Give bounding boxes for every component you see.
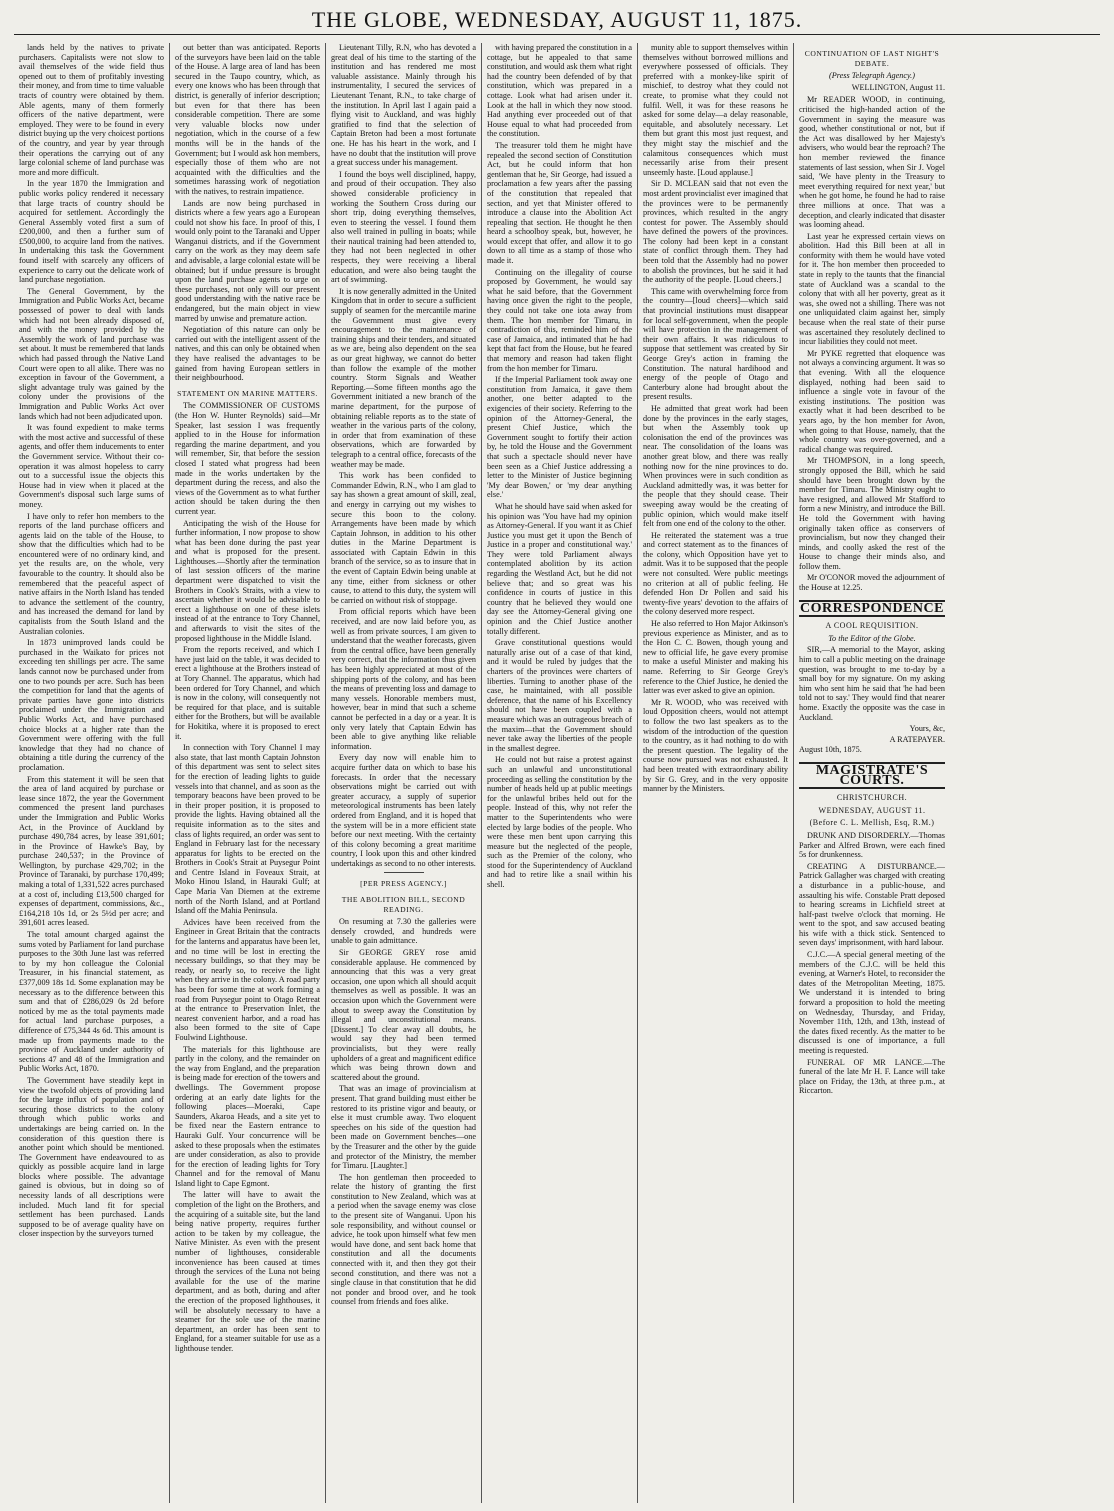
article-paragraph: From this statement it will be seen that the area of land acquired by purchase or lease since 1872, the year the Government commenced the present land purchases under the Immigration and Public Works Act, in the Province of Auckland by purchase 490,784 acres, by lease 391,601; in the Province of Hawke's Bay, by purchase 240,537; in the Province of Wellington, by purchase 429,702; in the Province of Taranaki, by purchase 170,499; making a total of 1,331,522 acres purchased at a cost of, including £13,500 charged for expenses of department, commissions, &c., £164,218 10s 1d, or 2s 5½d per acre; and 391,601 acres leased. (19, 774, 164, 928)
marine-paragraph: In connection with Tory Channel I may also state, that last month Captain Johnston of this department was sent to select sites for the erection of leading lights to guide vessels into that channel, and as soon as the temporary beacons have been proved to be in their proper position, it is proposed to provide the lights. Having obtained all the requisite information as to the sites and class of lights required, an order was sent to England in February last for the necessary apparatus for lights to be erected on the Brothers in Cook's Strait at Puysegur Point and Centre Island in Foveaux Strait, at Moko Hinou Island, in Hauraki Gulf; at Cape Maria Van Diemen at the extreme north of the North Island, and at Portland Island off the Mahia Peninsula. (175, 743, 320, 916)
marine-paragraph: The COMMISSIONER OF CUSTOMS (the Hon W. Hunter Reynolds) said—Mr Speaker, last session I was frequently applied to in the House for information regarding the marine department, and you will remember, Sir, that before the session closed I stated what progress had been made in the works undertaken by the department during the recess, and also the views of the Government as to what further action should be taken during the then current year. (175, 401, 320, 516)
press-agency-label: [PER PRESS AGENCY.] (360, 879, 447, 889)
court-report-paragraph: C.J.C.—A special general meeting of the members of the C.J.C. will be held this evening, at Warner's Hotel, to reconsider the dates of the Metropolitan Meeting, 1875. We understand it is intended to bring forward a proposition to hold the meeting on Wednesday, Thursday, and Friday, November 11th, 12th, and 13th, instead of the dates fixed recently. As the matter to be discussed is one of importance, a full meeting is requested. (799, 950, 945, 1055)
letter-salutation: To the Editor of the Globe. (828, 633, 916, 643)
letter-signoff: Yours, &c, (909, 724, 945, 734)
column-5 (638, 43, 794, 1503)
debate-paragraph: Sir D. MCLEAN said that not even the most ardent provincialist ever imagined that the provinces were to be permanently provinces, which resulted in the angry contest for power. The Assembly should have defined the powers of the provinces. The colony had been kept in a constant state of conflict through them. They had been told that the Assembly had no power to abolish the provinces, but he said it had the authority of the people. [Loud cheers.] (643, 179, 788, 285)
article-paragraph: I have only to refer hon members to the reports of the land purchase officers and agents laid on the table of the House, to show that the difficulties which had to be encountered were of no ordinary kind, and yet the results are, on the whole, very favourable to the country. It should also be remembered that the peaceful aspect of native affairs in the North Island has tended to advance the settlement of the country, and has increased the demand for land by capitalists from the South Island and the Australian colonies. (19, 511, 164, 636)
debate-paragraph: Mr READER WOOD, in continuing, criticised the high-handed action of the Government in saying the measure was good, whether constitutional or not, but if the Act was disallowed by her Majesty's advisers, who would bear the reproach? The hon member reviewed the finance statements of last session, when Sir J. Vogel said, 'We have plenty in the Treasury to meet everything required for next year,' but when he got home, he found he had to raise three millions at once. That was a deception, and clearly indicated that disaster was looming ahead. (799, 95, 945, 230)
columns (14, 43, 1100, 1503)
article-paragraph: In 1873 unimproved lands could be purchased in the Waikato for prices not exceeding ten shillings per acre. The same lands cannot now be purchased under from one to two pounds per acre. Such has been the competition for land that the agents of private parties have gone into districts proclaimed under the Immigration and Public Works Act, and have purchased choice blocks at a higher rate than the Government were offering with the full knowledge that they had no chance of obtaining a title during the currency of the proclamation. (19, 638, 164, 772)
debate-paragraph: He admitted that great work had been done by the provinces in the early stages, but when the Assembly took up colonisation the end of the provinces was near. The consolidation of the loans was another great blow, and there was really nothing now for the nine provinces to do. When provinces were in such condition as Auckland admittedly was, it was better for the people that they should cease. Their sweeping away would be the creating of public opinion, which would make itself felt from one end of the colony to the other. (643, 403, 788, 529)
debate-paragraph: Mr R. WOOD, who was received with loud Opposition cheers, would not attempt to follow the two last speakers as to the wisdom of the introduction of the question to the country, as it had nothing to do with the present question. The legality of the course now pursued was not exhausted. It had been treated with extraordinary ability by Sir G. Grey, and in the very opposite manner by the Ministers. (643, 697, 788, 794)
courts-date: WEDNESDAY, AUGUST 11. (818, 805, 926, 815)
marine-paragraph: From official reports which have been received, and are now laid before you, as well as from private sources, I am given to understand that the weather forecasts, given from the central office, have been generally very correct, that the information thus given has been highly appreciated at most of the shipping ports of the colony, and has been the means of preventing loss and damage to many vessels. Honorable members must, however, bear in mind that such a scheme cannot be perfected in a day or a year. It is only very lately that Captain Edwin has been able to give anything like reliable information. (331, 607, 476, 751)
debate-paragraph: On resuming at 7.30 the galleries were densely crowded, and hundreds were unable to gain admittance. (331, 917, 476, 946)
marine-paragraph: Advices have been received from the Engineer in Great Britain that the contracts for the lanterns and apparatus have been let, and no time will be lost in erecting the necessary buildings, so that they may be ready, or nearly so, to receive the light when they arrive in the colony. A road party has been for some time at work forming a road from Puysegur point to Otago Retreat at the entrance to Preservation Inlet, the nearest convenient harbor, and a road has also been formed to the site of Cape Foulwind Lighthouse. (175, 917, 320, 1042)
article-paragraph: Negotiation of this nature can only be carried out with the intelligent assent of the natives, and this can only be obtained when they have realised the advantages to be gained from having European settlers in their neighbourhood. (175, 325, 320, 383)
column-3 (326, 43, 482, 1503)
debate-paragraph: This came with overwhelming force from the country—[loud cheers]—which said that provincial institutions must disappear for local self-government, when the people will have protection in the management of their own affairs. It was ridiculous to suppose that settlement was created by Sir George Grey's action in framing the Constitution. The natural hardihood and energy of the people of Otago and Canterbury alone had brought about the present results. (643, 286, 788, 402)
debate-paragraph: He could not but raise a protest against such an unlawful and unconstitutional proceeding as selling the constitution by the number of heads held up at public meetings for the unlawful bribes held out for the people. Instead of this, why not refer the matter to the Superintendents who were elected by large bodies of the people. Who were these men bent upon carrying this measure but the neglected of the people, such as the Premier of the colony, who stood for the Superintendency of Auckland and had to retire like a snail within his shell. (487, 755, 632, 890)
article-paragraph: The General Government, by the Immigration and Public Works Act, became possessed of power to deal with lands which had not been already disposed of, and with the money provided by the Assembly the work of land purchase was set about. It must be remembered that lands which had passed through the Native Land Court were open to all alike. There was no exception in favour of the Government, a slight advantage truly was gained by the colony under the provisions of the Immigration and Public Works Act over lands which had not been adjudicated upon. (19, 286, 164, 421)
debate-paragraph: Mr THOMPSON, in a long speech, strongly opposed the Bill, which he said should have been brought down by the member for Timaru. The Ministry ought to have resigned, and allowed Mr Stafford to form a new Ministry, and introduce the Bill. He told the Government with having originally taken office as conservers of provincialism, but now they changed their minds, and coolly asked the rest of the House to change their minds also, and follow them. (799, 456, 945, 571)
court-report-paragraph: DRUNK AND DISORDERLY.—Thomas Parker and Alfred Brown, were each fined 5s for drunkenness. (799, 830, 945, 860)
letter-title: A COOL REQUISITION. (825, 621, 919, 631)
dateline: WELLINGTON, August 11. (851, 82, 945, 92)
abolition-bill-heading: THE ABOLITION BILL, SECOND READING. (341, 895, 466, 914)
courts-bench: (Before C. L. Mellish, Esq, R.M.) (809, 818, 935, 828)
correspondence-heading: CORRESPONDENCE (800, 600, 944, 616)
article-paragraph: It was found expedient to make terms with the most active and successful of these agents, and offer them inducements to enter the Government service. Without their co-operation it was almost hopeless to carry out to a successful issue the objects this House had in view when it placed at the Government's disposal such large sums of money. (19, 423, 164, 509)
debate-paragraph: Sir GEORGE GREY rose amid considerable applause. He commenced by announcing that this was a very great occasion, one upon which all should acquit themselves as well as possible. It was an occasion upon which the Government were about to sweep away the Constitution by illegal and unconstitutional means. [Dissent.] To clear away all doubts, he would say they had been termed provincialists, but they were really upholders of a great and magnificent edifice which was being thrown down and scattered about the ground. (331, 948, 476, 1082)
marine-paragraph: Lieutenant Tilly, R.N, who has devoted a great deal of his time to the starting of the institution and has rendered me most valuable assistance. Mainly through his instrumentality, I secured the services of Lieutenant Tenant, R.N., to take charge of the institution. In April last I again paid a flying visit to Auckland, and was highly gratified to find that the selection of Captain Breton had been a most fortunate one. He has his heart in the work, and I have no doubt that the institution will prove a great success under his management. (331, 43, 476, 168)
court-report-paragraph: FUNERAL OF MR LANCE.—The funeral of the late Mr H. F. Lance will take place on Friday, the 13th, at three p.m., at Riccarton. (799, 1057, 945, 1096)
marine-paragraph: It is now generally admitted in the United Kingdom that in order to secure a sufficient supply of seamen for the mercantile marine the Government must give every encouragement to the maintenance of training ships and their tenders, and situated as we are, being also dependent on the sea as our great highway, we cannot do better than follow the example of the mother country. Storm Signals and Weather Reporting.—Some fifteen months ago the Government initiated a new branch of the marine department, for the purpose of obtaining reliable reports as to the state of weather in the various parts of the colony, in order that from examination of these observations, which are forwarded by telegraph to a central office, forecasts of the weather may be made. (331, 286, 476, 469)
courts-place: CHRISTCHURCH. (836, 793, 908, 803)
debate-paragraph: Mr PYKE regretted that eloquence was not always a convincing argument. It was so that evening. With all the eloquence displayed, nothing had been said to influence a single vote in favour of the existing institutions. The position was exactly what it had been described to be years ago, by the hon member for Avon, when going to that House, namely, that the whole country was over-governed, and a radical change was required. (799, 348, 945, 454)
article-paragraph: out better than was anticipated. Reports of the surveyors have been laid on the table of the House. A large area of land has been secured in the Taupo country, which, as every one knows who has been through that district, is generally of inferior description; but even for that there has been considerable competition. There are some very valuable blocks now under negotiation, which in the course of a few months will be in the hands of the Government; but I would ask hon members, especially those of them who are not acquainted with the difficulties and the sometimes harassing work of negotiation with the natives, to restrain impatience. (175, 43, 320, 196)
column-4 (482, 43, 638, 1503)
marine-paragraph: The latter will have to await the completion of the light on the Brothers, and the acquiring of a suitable site, but the land being native property, requires further action to be taken by my colleague, the Native Minister. As even with the present number of lighthouses, considerable inconvenience has been caused at times through the services of the Luna not being available for the use of the marine department, and as both, during and after the erection of the proposed lighthouses, it will be absolutely necessary to have a steamer for the sole use of the marine department, an order has been sent to England, for a steamer suitable for use as a lighthouse tender. (175, 1190, 320, 1353)
debate-paragraph: Mr O'CONOR moved the adjournment of the House at 12.25. (799, 573, 945, 593)
telegraph-agency-label: (Press Telegraph Agency.) (829, 71, 915, 81)
continuation-heading: CONTINUATION OF LAST NIGHT'S DEBATE. (804, 49, 940, 68)
court-report-paragraph: CREATING A DISTURBANCE.—Patrick Gallagher was charged with creating a disturbance in a public-house, and assaulting his wife. Constable Pratt deposed to hearing screams in Lichfield street at half-past twelve o'clock that morning. He went to the spot, and saw accused beating his wife with a thick stick. Sentenced to seven days' imprisonment, with hard labour. (799, 861, 945, 948)
letter-body: SIR,—A memorial to the Mayor, asking him to call a public meeting on the drainage question, was brought to me to-day by a small boy for my signature. On my asking him who sent him he said that 'he had been told not to say.' They would find that nearer home. Exactly the opposite was the case in Auckland. (799, 645, 945, 722)
article-paragraph: The Government have steadily kept in view the twofold objects of providing land for the large influx of population and of securing those districts to the colony through which public works and undertakings are being carried on. In the consideration of this question there is another point which should be mentioned. The Government have endeavoured to as quickly as possible acquire land in large blocks where possible. The advantage gained is obvious, but in doing so of necessity lands of all descriptions were included. Much land fit for special settlement has been purchased. Lands supposed to be of average quality have on closer inspection by the surveyors turned (19, 1075, 164, 1239)
article-paragraph: In the year 1870 the Immigration and public works policy rendered it necessary that large tracts of country should be acquired for settlement. Accordingly the General Assembly voted first a sum of £200,000, and then a further sum of £500,000, to acquire land from the natives. In undertaking this task the Government found itself with scarcely any officers of experience to carry out the delicate work of land purchase negotiation. (19, 179, 164, 285)
marine-paragraph: This work has been confided to Commander Edwin, R.N., who I am glad to say has shown a great amount of skill, zeal, and energy in carrying out my wishes to secure this boon to the colony. Arrangements have been made by which Captain Johnson, in addition to his other duties in the Marine Department is associated with Captain Edwin in this branch of the service, so as to insure that in the event of Captain Edwin being unable at any time, either from sickness or other cause, to attend to this duty, the system will be carried on without risk of stoppage. (331, 471, 476, 605)
article-paragraph: Lands are now being purchased in districts where a few years ago a European could not show his face. In proof of this, I would only point to the Taranaki and Upper Wanganui districts, and if the Government carry on the work as they may deem safe and advisable, a large colonial estate will be obtained; but if undue pressure is brought upon the land purchase agents to urge on these purchases, not only will our present good understanding with the native race be endangered, but the main object in view marred by unwise and premature action. (175, 198, 320, 323)
column-6 (794, 43, 950, 1503)
debate-paragraph: The treasurer told them he might have repealed the second section of Constitution Act, but he could inform that hon gentleman that he, Sir George, had issued a proclamation a few years after the passing of the constitution that repealed that section, and yet that Minister offered to introduce a clause into the Abolition Act repealing that section. He thought he then heard a schoolboy speak, but, however, he would except that offer, and allow it to go down to all time as a stamp of those who made it. (487, 140, 632, 266)
debate-paragraph: Grave constitutional questions would naturally arise out of a case of that kind, and it would be ruled by judges that the charters of the provinces were charters of liberties. Turning to another phase of the case, he maintained, with all possible deference, that the name of his Excellency should not have been coupled with a measure which was an outrageous breach of the maxim—that the Government should never take away the liberties of the people in the smallest degree. (487, 638, 632, 753)
letter-date: August 10th, 1875. (799, 745, 862, 755)
debate-paragraph: He reiterated the statement was a true and correct statement as to the finances of the colony, which Opposition have yet to admit. Was it to be supposed that the people were not consulted. Were public meetings no criterion at all of public feeling. He defended Hon Dr Pollen and said his twenty-five years' devotion to the affairs of the colony deserved more respect. (643, 530, 788, 617)
debate-paragraph: Continuing on the illegality of course proposed by Government, he would say what he said before, that the Government having once given the right to the people, they could not take one iota away from them. The hon member for Timaru, in contradiction of this, reminded him of the case of Jamaica, and intimated that he had kept that fact from the House, but he feared that memory and reason had taken flight from the hon member for Timaru. (487, 267, 632, 373)
marine-paragraph: I found the boys well disciplined, happy, and proud of their occupation. They also showed considerable proficiency in working the Southern Cross during our short trip, doing everything themselves, even to steering the vessel. I found them also well trained in pulling in boats; while their nautical training had been attended to, they had not been neglected in other respects, they were receiving a liberal education, and were also being taught the art of swimming. (331, 169, 476, 285)
debate-paragraph: If the Imperial Parliament took away one constitution from Jamaica, it gave them another, one better adapted to the exigencies of their society. Referring to the opinion of the Attorney-General, the present Chief Justice, which the Government sought to fortify their action by, he told the House and the Government that such a spectacle should never have been seen as a Chief Justice addressing a letter to the Minister of Justice beginning 'My dear Bowen,' or 'my dear anything else.' (487, 375, 632, 500)
marine-paragraph: Every day now will enable him to acquire further data on which to base his forecasts. In order that the necessary observations might be carried out with greater accuracy, a supply of superior meteorological instruments has been lately ordered from England, and it is hoped that the system will be in a more efficient state before our next meeting. With the certainty of this colony becoming a great maritime country, I look upon this and other kindred undertakings as second to no other interests. (331, 753, 476, 868)
divider (384, 872, 424, 873)
debate-paragraph: Last year he expressed certain views on abolition. Had this Bill been at all in conformity with them he would have voted for it. The hon member then proceeded to state in reply to the taunts that the financial state of Auckland was a scandal to the colony that with all her poverty, great as it was, she owed not a shilling. There was not one unliquidated claim against her, simply because when the real state of their purse was ascertained they resolutely declined to incur liabilities they could not meet. (799, 231, 945, 347)
marine-matters-heading: STATEMENT ON MARINE MATTERS. (177, 388, 318, 398)
marine-paragraph: Anticipating the wish of the House for further information, I now propose to show what has been done during the past year and what is proposed for the present. Lighthouses.—Shortly after the termination of last session officers of the marine department were dispatched to visit the Brothers in Cook's Straits, with a view to ascertain whether it would be advisable to erect a lighthouse on one of these islets instead of at the entrance to Tory Channel, and afterwards to visit the sites of the proposed lighthouse in the Middle Island. (175, 518, 320, 643)
debate-paragraph: That was an image of provincialism at present. That grand building must either be restored to its pristine vigor and beauty, or else it must crumble away. Two eloquent speeches on his side of the question had been made on Government benches—one by the Treasurer and the other by the guide and protector of the Ministry, the member for Timaru. [Laughter.] (331, 1084, 476, 1171)
column-2 (170, 43, 326, 1503)
masthead: THE GLOBE, WEDNESDAY, AUGUST 11, 1875. (14, 6, 1100, 35)
article-paragraph: lands held by the natives to private purchasers. Capitalists were not slow to avail themselves of the wide field thus opened out to them of profitably investing their money, and from time to time valuable tracts of country were obtained by them. Able agents, many of them formerly officers of the native department, were employed. They were to be found in every district buying up the very choicest portions of the country, and year by year through their operations the carrying out of any large colonial scheme of land purchase was more and more difficult. (19, 43, 164, 177)
marine-paragraph: The materials for this lighthouse are partly in the colony, and the remainder on the way from England, and the preparation is being made for erection of the towers and dwellings. The Government propose ordering at an early date lights for the following places—Moeraki, Cape Saunders, Akaroa Heads, and a site yet to be fixed near the Eastern entrance to Hauraki Gulf. Your concurrence will be asked to these proposals when the estimates are under consideration, as also to provide for the erection of leading lights for Tory Channel and for the removal of Manu Island light to Cape Egmont. (175, 1044, 320, 1188)
marine-paragraph: From the reports received, and which I have just laid on the table, it was decided to erect a lighthouse at the Brothers instead of at Tory Channel. The apparatus, which had been ordered for Tory Channel, and which is now in the colony, will consequently not be required for that place, and is suitable either for the Brothers, but will be available for Hokitika, where it is proposed to erect it. (175, 645, 320, 741)
magistrates-courts-heading: MAGISTRATE'S COURTS. (799, 762, 945, 789)
letter-signature: A RATEPAYER. (889, 734, 945, 744)
debate-paragraph: with having prepared the constitution in a cottage, but he appealed to that same constitution, and would ask them what right had the country been defended of by that constitution, which was prepared in a cottage. Look what had arisen under it. Look at the hall in which they now stood. Had anything ever proceeded out of that House equal to what had proceeded from the constitution. (487, 43, 632, 139)
debate-paragraph: The hon gentleman then proceeded to relate the history of granting the first constitution to New Zealand, which was at a period when the savage enemy was close to the present site of Wanganui. Upon his sole responsibility, and without counsel or advice, he took upon himself what few men would have done, and sent back home that constitution and all the documents connected with it, and then they got their second constitution, and there was not a single clause in that constitution that he did not ponder and brood over, and he took counsel from friends and foes alike. (331, 1172, 476, 1307)
column-1 (14, 43, 170, 1503)
debate-paragraph: munity able to support themselves within themselves without borrowed millions and everywhere possessed of officials. They preferred with a monkey-like spirit of mischief, to destroy what they could not create, to promise what they could not fulfil. Well, it was for these reasons he asked for some delay—a delay reasonable, equitable, and absolutely necessary. Let them but grant this most just request, and they might stay the mischief and the calamitous consequences which must necessarily arise from their present unseemly haste. [Loud applause.] (643, 43, 788, 177)
article-paragraph: The total amount charged against the sums voted by Parliament for land purchase purposes to the 30th June last was referred to by my hon colleague the Colonial Treasurer, in his financial statement, as £377,009 18s 1d. Some explanation may be necessary as to the difference between this sum and that of £286,029 0s 2d before noticed by me as the total payments made for actual land purchase purposes, a difference of £75,344 4s 6d. This amount is made up from payments made to the province of Auckland under authority of sections 47 and 48 of the Immigration and Public Works Act, 1870. (19, 930, 164, 1074)
debate-paragraph: He also referred to Hon Major Atkinson's previous experience as Minister, and as to the Hon C. C. Bowen, though young and new to official life, he gave every promise to make a useful Minister and making his name. Referring to Sir George Grey's reference to the Chief Justice, he denied the latter was ever asked to give an opinion. (643, 619, 788, 696)
debate-paragraph: What he should have said when asked for his opinion was 'You have had my opinion as Attorney-General. If you want it as Chief Justice you must get it upon the Bench of Justice in a proper and constitutional way.' They were told Parliament always contemplated abolition by its action regarding the Westland Act, but he did not believe that; and so great was his confidence in courts of justice in this country that he believed they would one day see the Attorney-General giving one opinion and the Chief Justice another totally different. (487, 501, 632, 636)
